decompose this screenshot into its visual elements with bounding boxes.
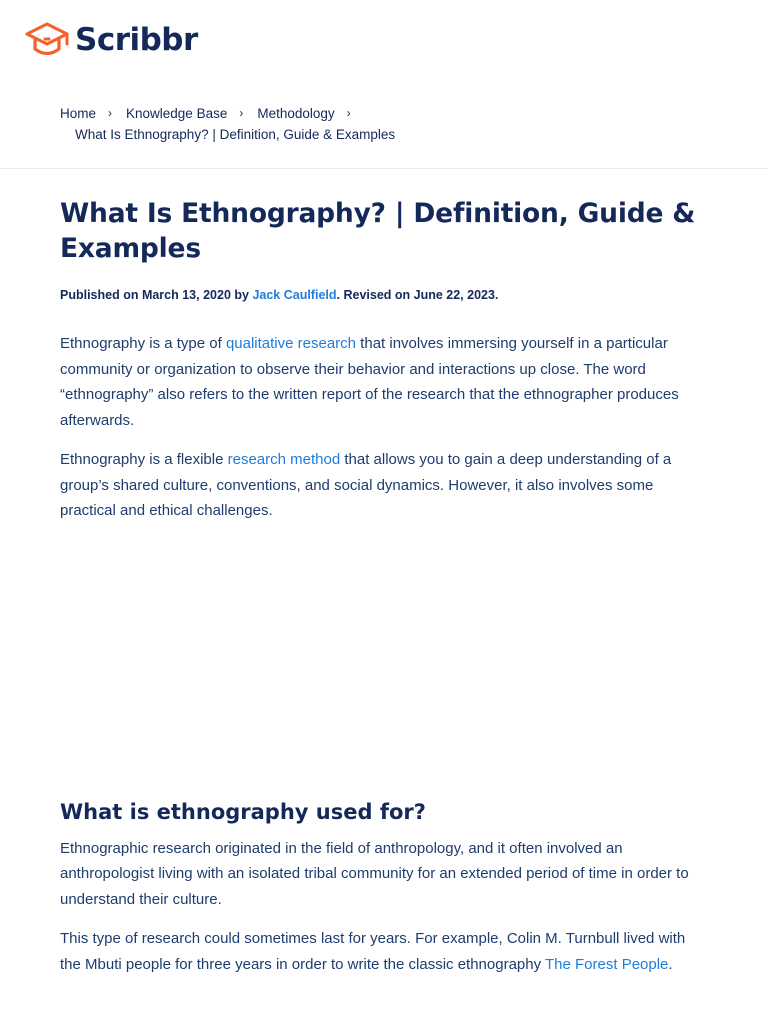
text-span: that involves immersing yourself in a particular community or organization to observe their behavior and interactions up close. The word “ethnography” also refers to the written report of the research that the ethnographer produces afterwards.: [60, 335, 679, 429]
header-divider: [0, 168, 768, 169]
research-method-link[interactable]: research method: [227, 451, 341, 468]
article-meta: [60, 288, 710, 302]
article: [60, 196, 710, 977]
breadcrumb-home[interactable]: Home: [60, 105, 97, 121]
text-span: Ethnography is a flexible: [60, 451, 228, 468]
brand-name: Scribbr: [75, 22, 198, 58]
text-span: Ethnography is a type of: [60, 335, 226, 352]
chevron-right-icon: ›: [239, 106, 244, 120]
published-date: Published on March 13, 2020 by: [60, 288, 253, 302]
intro-paragraph-2: [60, 447, 710, 524]
scribbr-logo[interactable]: [23, 20, 198, 60]
text-span: .: [668, 955, 673, 973]
breadcrumb: [60, 103, 720, 145]
section-paragraph-2: [60, 926, 710, 977]
forest-people-link[interactable]: The Forest People: [545, 955, 669, 973]
qualitative-research-link[interactable]: qualitative research: [225, 335, 357, 352]
chevron-right-icon: ›: [108, 106, 113, 120]
breadcrumb-knowledge-base[interactable]: Knowledge Base: [126, 105, 228, 121]
section-paragraph-1: Ethnographic research originated in the field of anthropology, and it often involved an anthropologist living with an isolated tribal community for an extended period of time in order to understand their culture.: [60, 839, 689, 908]
graduation-cap-icon: [23, 20, 71, 60]
breadcrumb-current: What Is Ethnography? | Definition, Guide & Examples: [75, 127, 396, 142]
chevron-right-icon: ›: [346, 106, 351, 120]
section-heading: What is ethnography used for?: [60, 799, 426, 824]
intro-paragraph-1: [60, 331, 710, 433]
breadcrumb-methodology[interactable]: Methodology: [257, 105, 335, 121]
text-span: This type of research could sometimes last for years. For example, Colin M. Turnbull lived with the Mbuti people for three years in order to write the classic ethnography: [60, 930, 686, 973]
text-span: that allows you to gain a deep understanding of a group’s shared culture, conventions, and social dynamics. However, it also involves some practical and ethical challenges.: [60, 451, 672, 519]
ad-placeholder: [60, 524, 710, 798]
site-header: [0, 0, 768, 84]
page-title: What Is Ethnography? | Definition, Guide & Examples: [60, 198, 696, 264]
revised-date: . Revised on June 22, 2023.: [336, 288, 499, 302]
author-link[interactable]: Jack Caulfield: [252, 288, 337, 302]
